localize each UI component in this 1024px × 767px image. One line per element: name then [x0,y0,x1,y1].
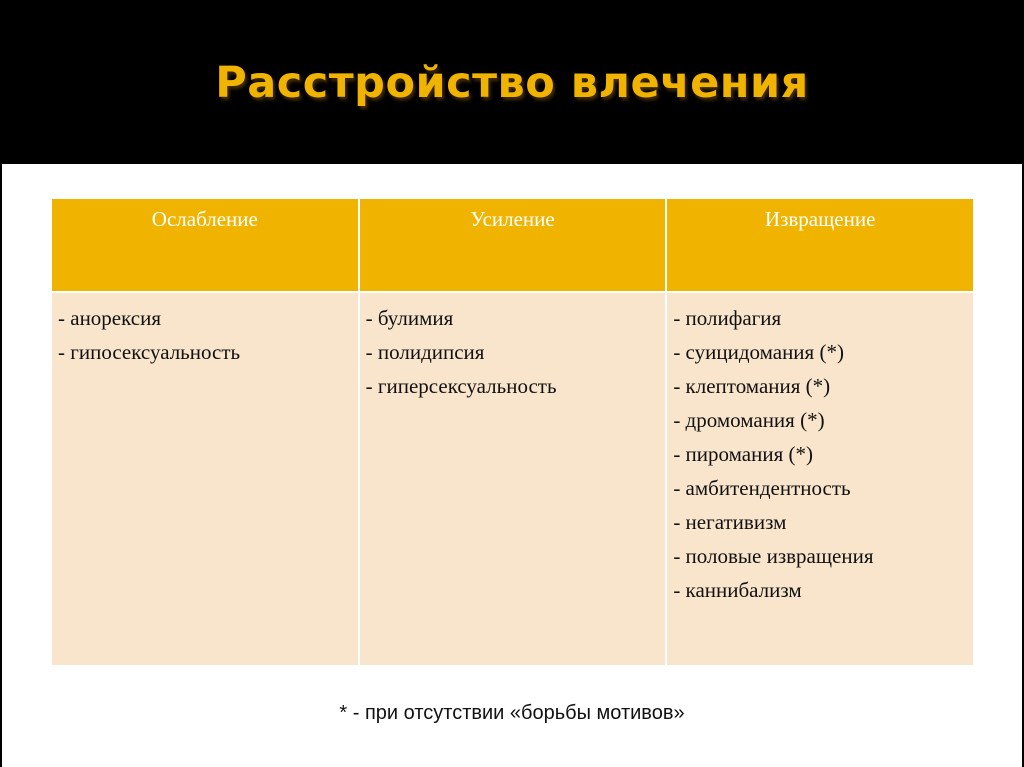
title-band [0,0,1024,158]
list-item: - анорексия [58,306,162,330]
column-header-weakening: Ослабление [51,198,359,292]
column-header-strengthening: Усиление [359,198,667,292]
list-item: - гиперсексуальность [365,374,557,398]
disorders-table [50,197,975,667]
list-item: - амбитендентность [673,476,851,500]
list-item: - клептомания (*) [673,374,831,398]
cell-weakening [51,292,359,666]
column-header-perversion: Извращение [666,198,974,292]
slide-title: Расстройство влечения [215,58,809,108]
list-item: - пиромания (*) [673,442,813,466]
footnote: * - при отсутствии «борьбы мотивов» [339,702,685,724]
list-item: - полифагия [673,306,782,330]
list-item: - булимия [365,306,454,330]
list-item: - гипосексуальность [58,340,241,364]
cell-perversion [666,292,974,666]
list-item: - суицидомания (*) [673,340,844,364]
list-item: - дромомания (*) [673,408,825,432]
table-header-row [51,198,974,292]
list-item: - половые извращения [673,544,874,568]
cell-strengthening [359,292,667,666]
list-item: - каннибализм [673,578,802,602]
content-area [2,164,1022,767]
list-item: - негативизм [673,510,787,534]
list-item: - полидипсия [365,340,485,364]
table-body-row [51,292,974,666]
